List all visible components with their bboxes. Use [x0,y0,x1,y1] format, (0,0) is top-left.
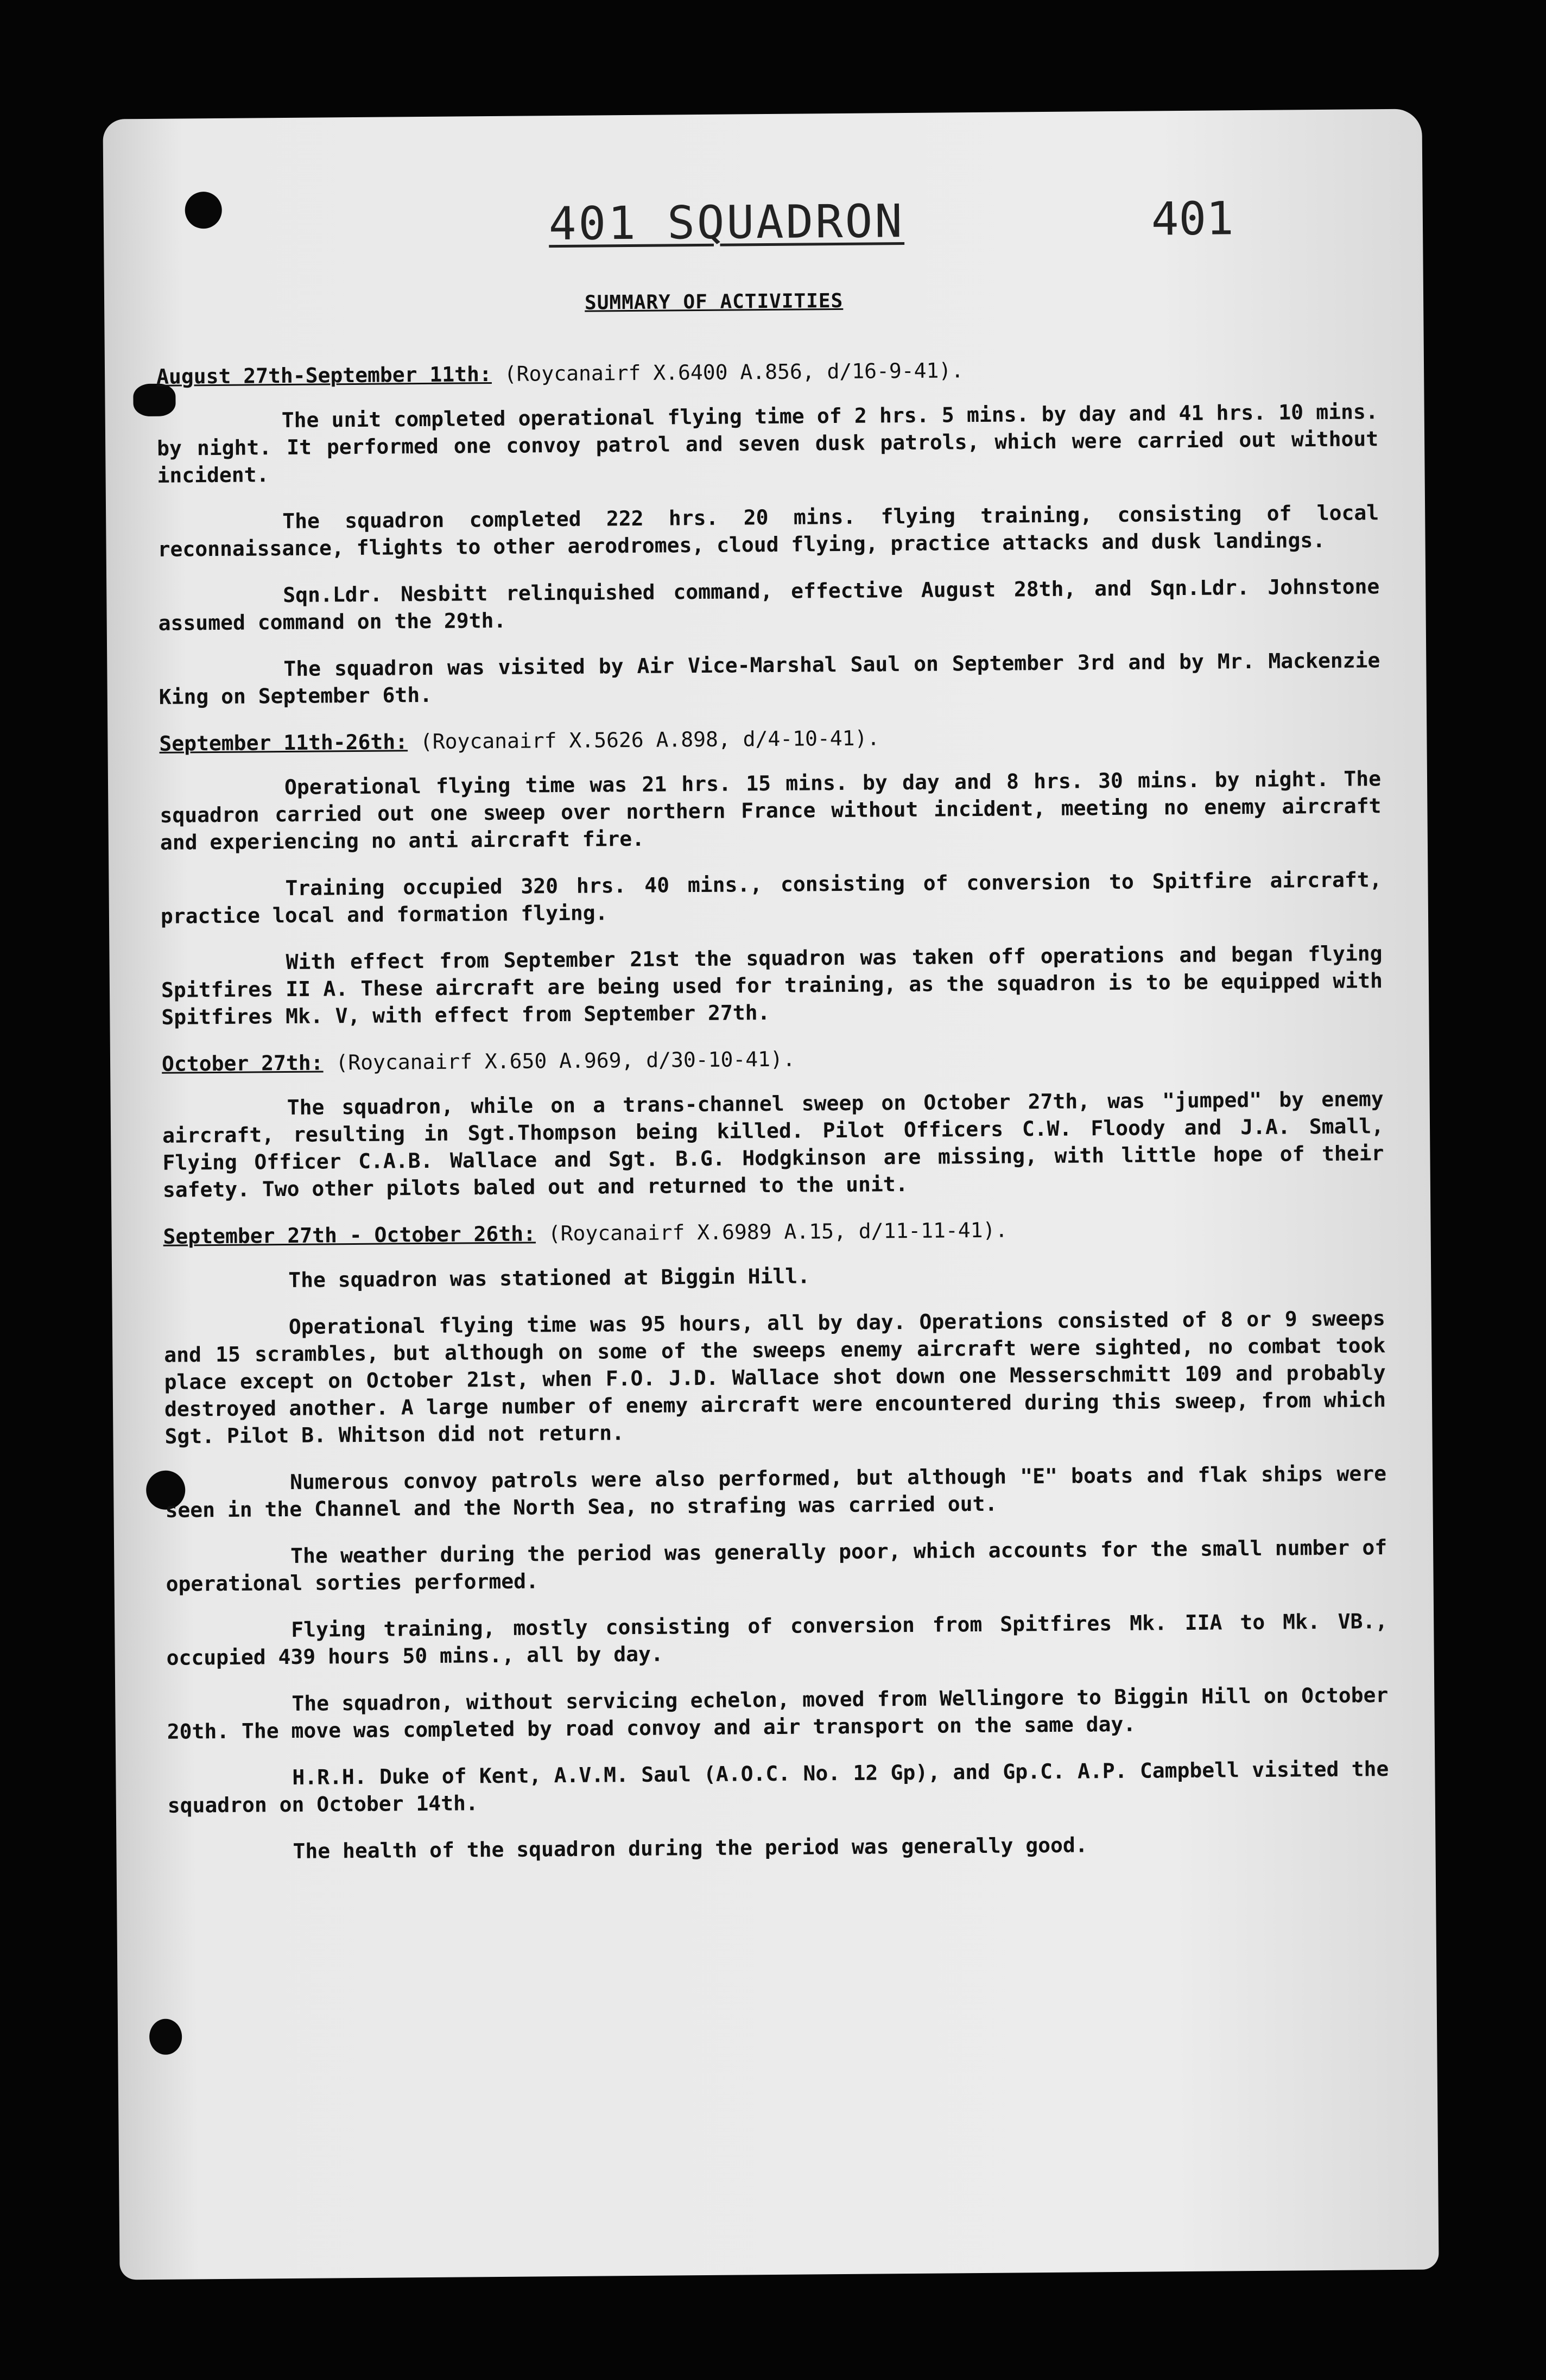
section-paragraph: Flying training, mostly consisting of conversion from Spitfires Mk. IIA to Mk. VB., occupied 439 hours 50 mins., all by day. [166,1609,1388,1670]
section-paragraph: The health of the squadron during the period was generally good. [293,1833,1088,1863]
punch-hole [185,192,222,229]
page-title: 401 SQUADRON [548,194,905,251]
section-paragraph: Operational flying time was 21 hrs. 15 mins. by day and 8 hrs. 30 mins. by night. The squadron carried out one sweep over northern France without incident, meeting no enemy aircraft and experiencing no anti aircraft fire. [160,767,1382,854]
section-paragraph: Training occupied 320 hrs. 40 mins., consisting of conversion to Spitfire aircraft, practice local and formation flying. [160,868,1382,928]
section-heading [156,353,1378,390]
section-reference: (Roycanairf X.650 A.969, d/30-10-41). [335,1047,796,1075]
section-heading [162,1041,1383,1078]
section-reference: (Roycanairf X.6400 A.856, d/16-9-41). [504,358,964,386]
section-reference: (Roycanairf X.6989 A.15, d/11-11-41). [548,1218,1008,1246]
section-paragraph: Sqn.Ldr. Nesbitt relinquished command, effective August 28th, and Sqn.Ldr. Johnstone assumed command on the 29th. [158,574,1380,635]
section-paragraph: Operational flying time was 95 hours, all by day. Operations consisted of 8 or 9 sweeps and 15 scrambles, but although on some of the sweeps enemy aircraft were sighted, no combat took place except on October 21st, when F.O. J.D. Wallace shot down one Messerschmitt 109 and probably destroyed another. A large number of enemy aircraft were encountered during this sweep, from which Sgt. Pilot B. Whitson did not return. [164,1306,1386,1448]
section-heading [159,720,1380,757]
section-paragraph: H.R.H. Duke of Kent, A.V.M. Saul (A.O.C. No. 12 Gp), and Gp.C. A.P. Campbell visited the squadron on October 14th. [167,1757,1389,1818]
report-section [163,1213,1389,1866]
section-date: September 11th-26th: [159,730,408,756]
section-paragraph: The squadron, without servicing echelon, moved from Wellingore to Biggin Hill on October 20th. The move was completed by road convoy and air transport on the same day. [167,1683,1389,1744]
section-date: September 27th - October 26th: [163,1221,536,1249]
section-paragraph: The unit completed operational flying time of 2 hrs. 5 mins. by day and 41 hrs. 10 mins. by night. It performed one convoy patrol and seven dusk patrols, which were carried out without incident. [156,400,1379,488]
report-section [159,720,1383,1031]
page-number: 401 [1151,192,1234,246]
section-paragraph: With effect from September 21st the squadron was taken off operations and began flying Spitfires II A. These aircraft are being used for training, as the squadron is to be equipped with Spitfires Mk. V, with effect from September 27th. [161,941,1383,1029]
section-paragraph: Numerous convoy patrols were also performed, but although "E" boats and flak ships were seen in the Channel and the North Sea, no strafing was carried out. [165,1461,1387,1522]
page-subtitle: SUMMARY OF ACTIVITIES [584,289,844,314]
section-paragraph: The weather during the period was generally poor, which accounts for the small number of operational sorties performed. [166,1535,1387,1596]
document-page [103,109,1439,2280]
punch-hole [149,2019,182,2055]
report-section [156,353,1380,711]
document-body [156,337,1390,1885]
section-paragraph: The squadron was stationed at Biggin Hill. [288,1264,810,1292]
report-section [162,1041,1384,1204]
section-heading [163,1213,1384,1250]
section-date: August 27th-September 11th: [156,362,492,389]
section-paragraph: The squadron was visited by Air Vice-Marshal Saul on September 3rd and by Mr. Mackenzie King on September 6th. [159,648,1380,709]
section-date: October 27th: [161,1050,324,1076]
section-paragraph: The squadron, while on a trans-channel sweep on October 27th, was "jumped" by enemy aircraft, resulting in Sgt.Thompson being killed. Pilot Officers C.W. Floody and J.A. Small, Flying Officer C.A.B. Wallace and Sgt. B.G. Hodgkinson are missing, with little hope of their safety. Two other pilots baled out and returned to the unit. [162,1087,1384,1202]
section-paragraph: The squadron completed 222 hrs. 20 mins. flying training, consisting of local reconnaissance, flights to other aerodromes, cloud flying, practice attacks and dusk landings. [157,501,1379,561]
section-reference: (Roycanairf X.5626 A.898, d/4-10-41). [420,726,880,754]
